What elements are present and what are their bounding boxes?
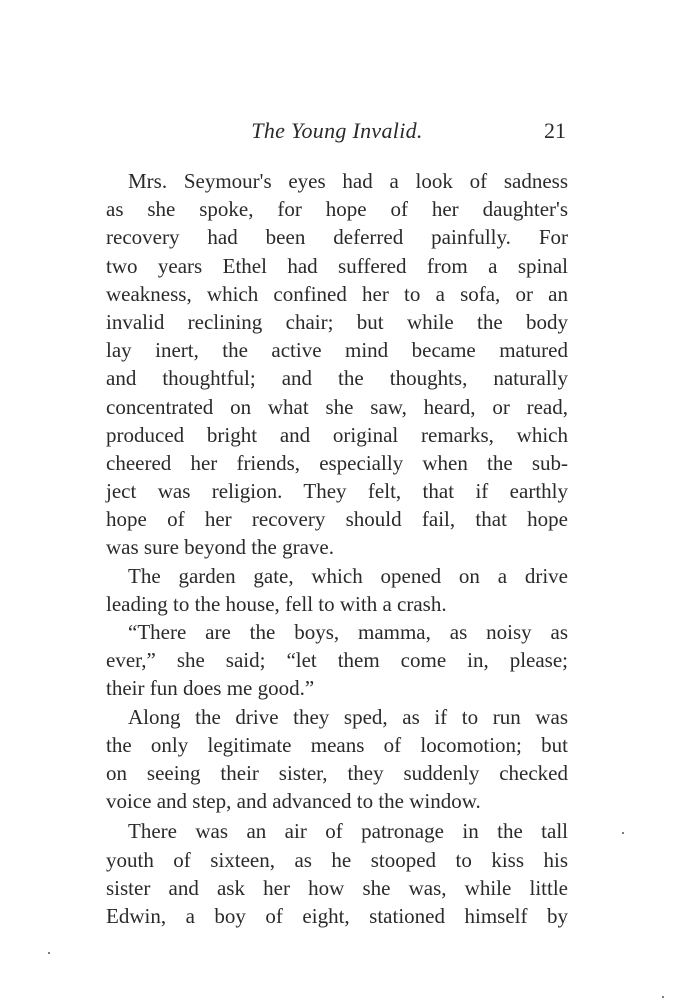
text-line: produced bright and original remarks, which [106,422,568,447]
text-line: Edwin, a boy of eight, stationed himself by [106,903,568,928]
text-line: cheered her friends, especially when the sub- [106,450,568,475]
print-speck [622,832,624,834]
text-line: ject was religion. They felt, that if earthly [106,479,568,504]
text-line: their fun does me good.” [106,676,315,701]
text-line: two years Ethel had suffered from a spinal [106,253,568,278]
text-line: youth of sixteen, as he stooped to kiss his [106,847,568,872]
text-line: invalid reclining chair; but while the body [106,309,568,334]
text-line: as she spoke, for hope of her daughter's [106,197,568,222]
text-line: lay inert, the active mind became matured [106,338,568,363]
text-line: hope of her recovery should fail, that hope [106,507,568,532]
text-line: leading to the house, fell to with a crash. [106,591,447,616]
text-line: Mrs. Seymour's eyes had a look of sadness [128,169,568,193]
text-line: voice and step, and advanced to the window. [106,789,481,814]
text-line: the only legitimate means of locomotion; but [106,732,568,757]
text-line: There was an air of patronage in the tall [128,819,568,844]
text-line: weakness, which confined her to a sofa, or an [106,281,568,306]
text-line: on seeing their sister, they suddenly checked [106,760,568,785]
text-line: “There are the boys, mamma, as noisy as [128,620,568,644]
text-line: Along the drive they sped, as if to run was [128,704,568,729]
text-line: and thoughtful; and the thoughts, naturally [106,366,568,391]
text-line: recovery had been deferred painfully. For [106,225,568,250]
page-number: 21 [544,118,566,143]
text-line: ever,” she said; “let them come in, please; [106,648,568,673]
print-speck [48,952,50,954]
text-line: The garden gate, which opened on a drive [128,563,568,588]
text-line: sister and ask her how she was, while little [106,875,568,900]
running-head [106,118,568,148]
print-speck [662,996,664,998]
body-text [106,167,568,930]
text-line: was sure beyond the grave. [106,535,335,560]
text-line: concentrated on what she saw, heard, or read, [106,394,568,419]
running-title: The Young Invalid. [251,118,423,143]
